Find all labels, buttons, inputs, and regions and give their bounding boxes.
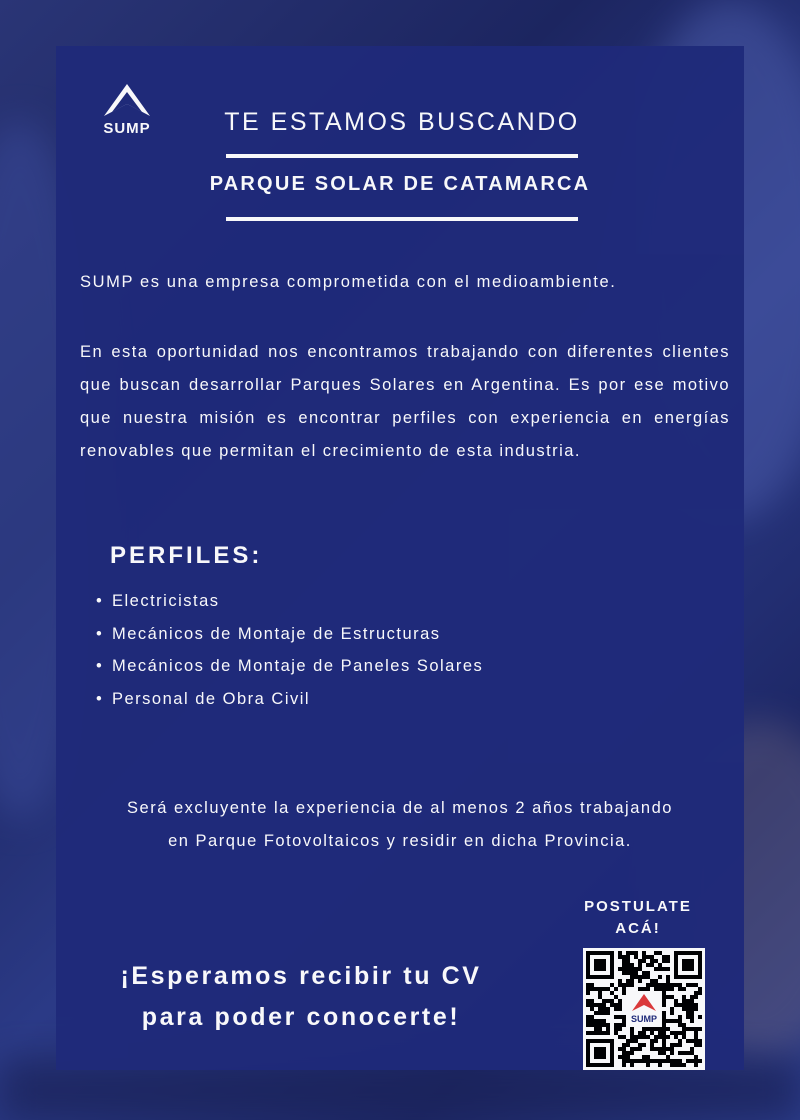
profile-label: Mecánicos de Montaje de Estructuras — [112, 624, 441, 643]
intro-text: SUMP es una empresa comprometida con el medioambiente. — [80, 273, 617, 291]
page-subtitle: PARQUE SOLAR DE CATAMARCA — [209, 173, 591, 195]
closing-line: ¡Esperamos recibir tu CV — [120, 962, 482, 990]
apply-label-line: POSTULATE — [584, 898, 692, 915]
bullet-icon: • — [96, 657, 104, 675]
closing-message — [86, 956, 516, 1038]
list-item — [96, 592, 483, 625]
bullet-icon: • — [96, 592, 104, 610]
poster-card — [56, 46, 744, 1070]
apply-label — [566, 896, 710, 940]
apply-label-line: ACÁ! — [615, 920, 661, 937]
profile-label: Mecánicos de Montaje de Paneles Solares — [112, 657, 484, 675]
closing-line: para poder conocerte! — [141, 1003, 461, 1031]
profiles-list — [96, 592, 483, 722]
list-item — [96, 625, 483, 658]
list-item — [96, 690, 483, 723]
profile-label: Electricistas — [112, 592, 220, 610]
qr-code-icon[interactable] — [583, 948, 705, 1070]
requirement-text — [70, 792, 730, 858]
logo-text: SUMP — [103, 120, 151, 137]
requirement-line: Será excluyente la experiencia de al menos 2 años trabajando — [127, 799, 673, 817]
list-item — [96, 657, 483, 690]
profile-label: Personal de Obra Civil — [112, 689, 311, 708]
profiles-heading: PERFILES: — [110, 542, 263, 569]
description-paragraph: En esta oportunidad nos encontramos trabajando con diferentes clientes que buscan desarrollar Parques Solares en Argentina. Es por ese motivo que nuestra misión es encontrar perfiles con experiencia en energías renovables que permitan el crecimiento de esta industria. — [80, 343, 730, 460]
divider — [226, 217, 578, 221]
apply-qr-code[interactable] — [583, 948, 705, 1070]
divider — [226, 154, 578, 158]
sump-triangle-icon — [102, 82, 152, 118]
sump-logo — [92, 82, 162, 142]
requirement-line: en Parque Fotovoltaicos y residir en dicha Provincia. — [168, 832, 632, 850]
qr-logo-text: SUMP — [630, 1014, 658, 1024]
bullet-icon: • — [96, 624, 104, 643]
page-title: TE ESTAMOS BUSCANDO — [224, 108, 580, 136]
bullet-icon: • — [96, 689, 104, 708]
